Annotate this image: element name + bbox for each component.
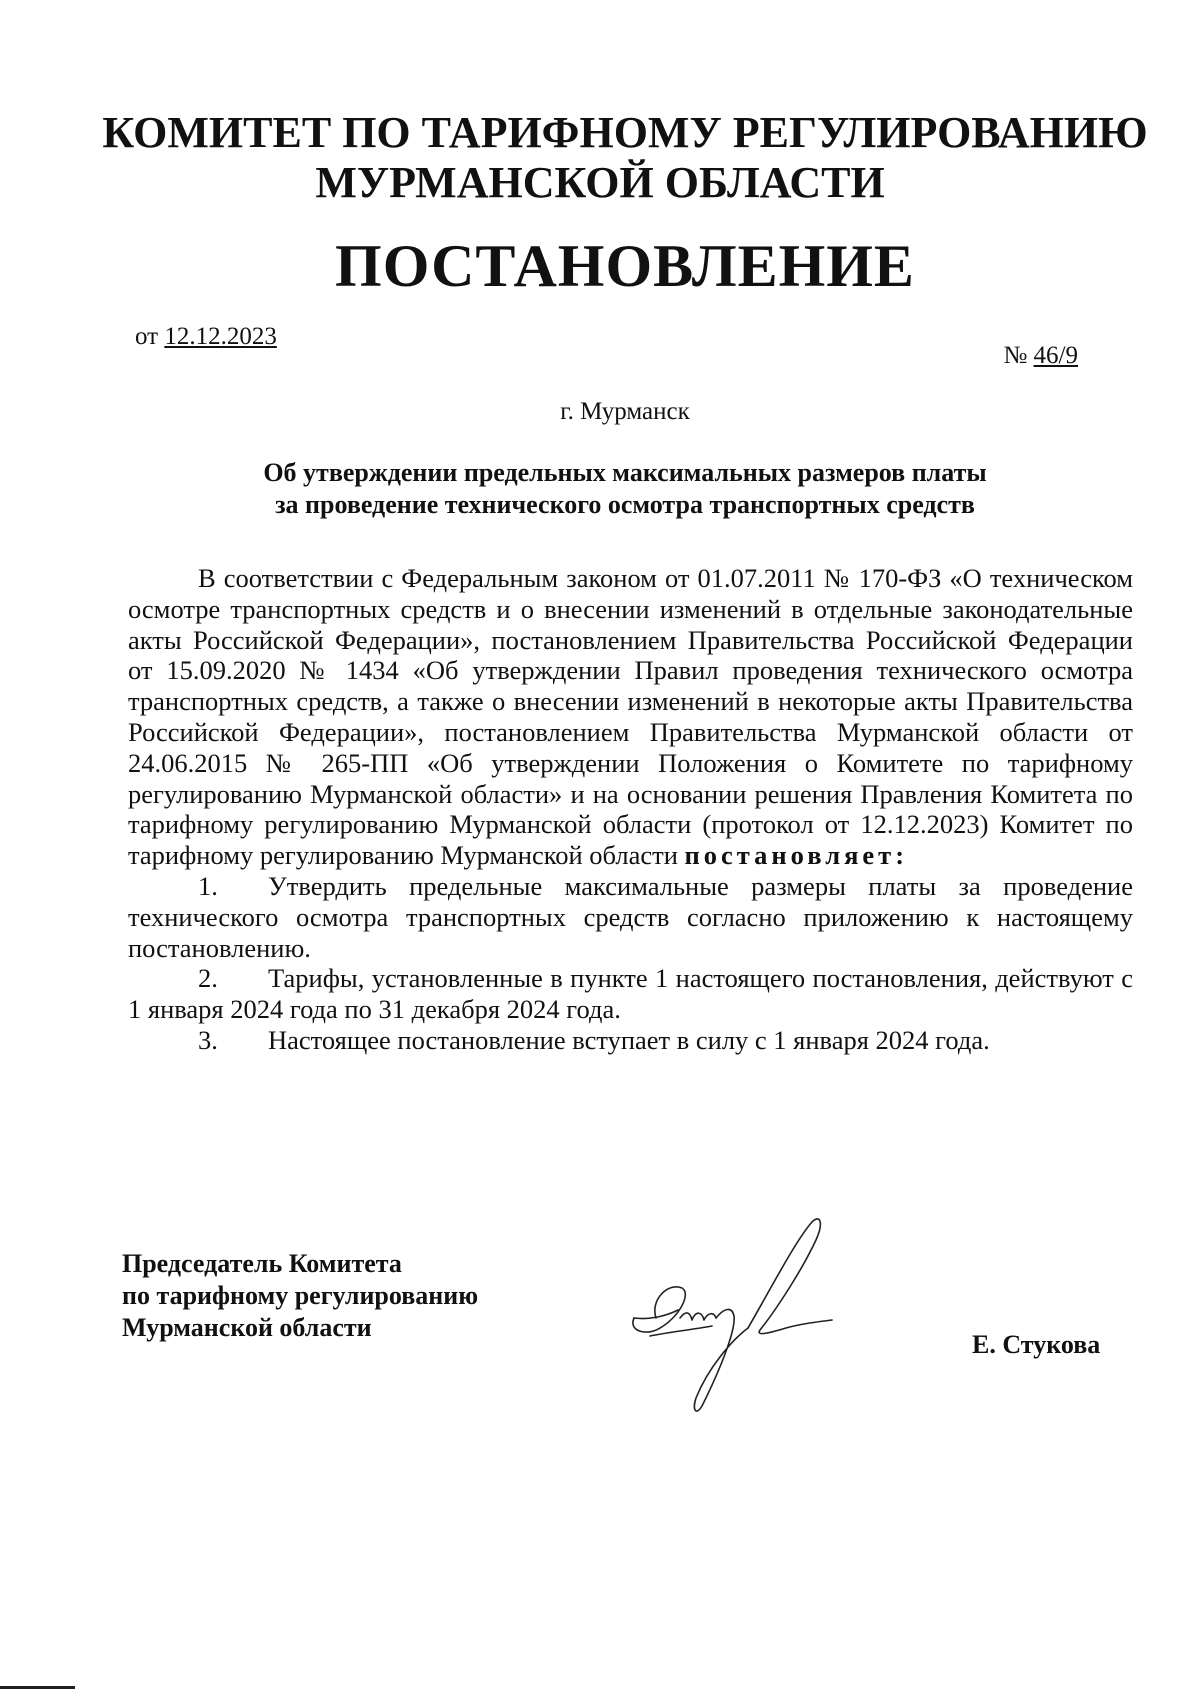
- position-line-1: Председатель Комитета: [122, 1249, 402, 1278]
- org-line-1: КОМИТЕТ ПО ТАРИФНОМУ РЕГУЛИРОВАНИЮ: [102, 108, 1148, 157]
- scan-edge-mark: [0, 1686, 75, 1689]
- item-number: 1.: [198, 870, 218, 901]
- signatory-name: Е. Стукова: [972, 1330, 1101, 1359]
- signatory-position: [122, 1248, 478, 1344]
- decree-word: постановляет:: [684, 840, 909, 871]
- city: г. Мурманск: [560, 398, 690, 425]
- item-text: Утвердить предельные максимальные размеры платы за проведение технического осмотра транспортных средств согласно приложению к настоящему постановлению.: [128, 870, 1133, 963]
- date-value: 12.12.2023: [164, 323, 277, 350]
- item-text: Тарифы, установленные в пункте 1 настоящего постановления, действуют с 1 января 2024 года по 31 декабря 2024 года.: [128, 963, 1133, 1025]
- handwritten-signature: [620, 1200, 860, 1420]
- item-number: 2.: [198, 963, 218, 994]
- position-line-2: по тарифному регулированию: [122, 1281, 479, 1310]
- org-line-2: МУРМАНСКОЙ ОБЛАСТИ: [315, 158, 885, 207]
- position-line-3: Мурманской области: [122, 1313, 372, 1342]
- number-value: 46/9: [1033, 342, 1078, 369]
- document-date: [135, 323, 277, 351]
- document-number: [1003, 342, 1078, 370]
- item-number: 3.: [198, 1024, 218, 1055]
- preamble-text: В соответствии с Федеральным законом от 01.07.2011 № 170-ФЗ «О техническом осмотре транспортных средств и о внесении изменений в отдельные законодательные акты Российской Федерации», постановлением Правительства Российской Федерации от 15.09.2020 № 1434 «Об утверждении Правил проведения технического осмотра транспортных средств, а также о внесении изменений в некоторые акты Правительства Российской Федерации», постановлением Правительства Мурманской области от 24.06.2015 № 265-ПП «Об утверждении Положения о Комитете по тарифному регулированию Мурманской области» и на основании решения Правления Комитета по тарифному регулированию Мурманской области (протокол от 12.12.2023) Комитет по тарифному регулированию Мурманской области: [128, 563, 1133, 871]
- document-body: [128, 563, 1133, 1056]
- item-text: Настоящее постановление вступает в силу с 1 января 2024 года.: [268, 1024, 990, 1055]
- document-type: ПОСТАНОВЛЕНИЕ: [335, 233, 915, 299]
- date-prefix: от: [135, 323, 159, 350]
- organization-name: [0, 108, 1200, 208]
- list-item: [128, 963, 1133, 1025]
- list-item: [128, 871, 1133, 963]
- subject-line-1: Об утверждении предельных максимальных размеров платы: [263, 458, 987, 487]
- number-prefix: №: [1003, 342, 1028, 369]
- document-subject: [0, 457, 1200, 521]
- list-item: [128, 1025, 1133, 1056]
- preamble-paragraph: [128, 563, 1133, 871]
- subject-line-2: за проведение технического осмотра транспортных средств: [275, 490, 975, 519]
